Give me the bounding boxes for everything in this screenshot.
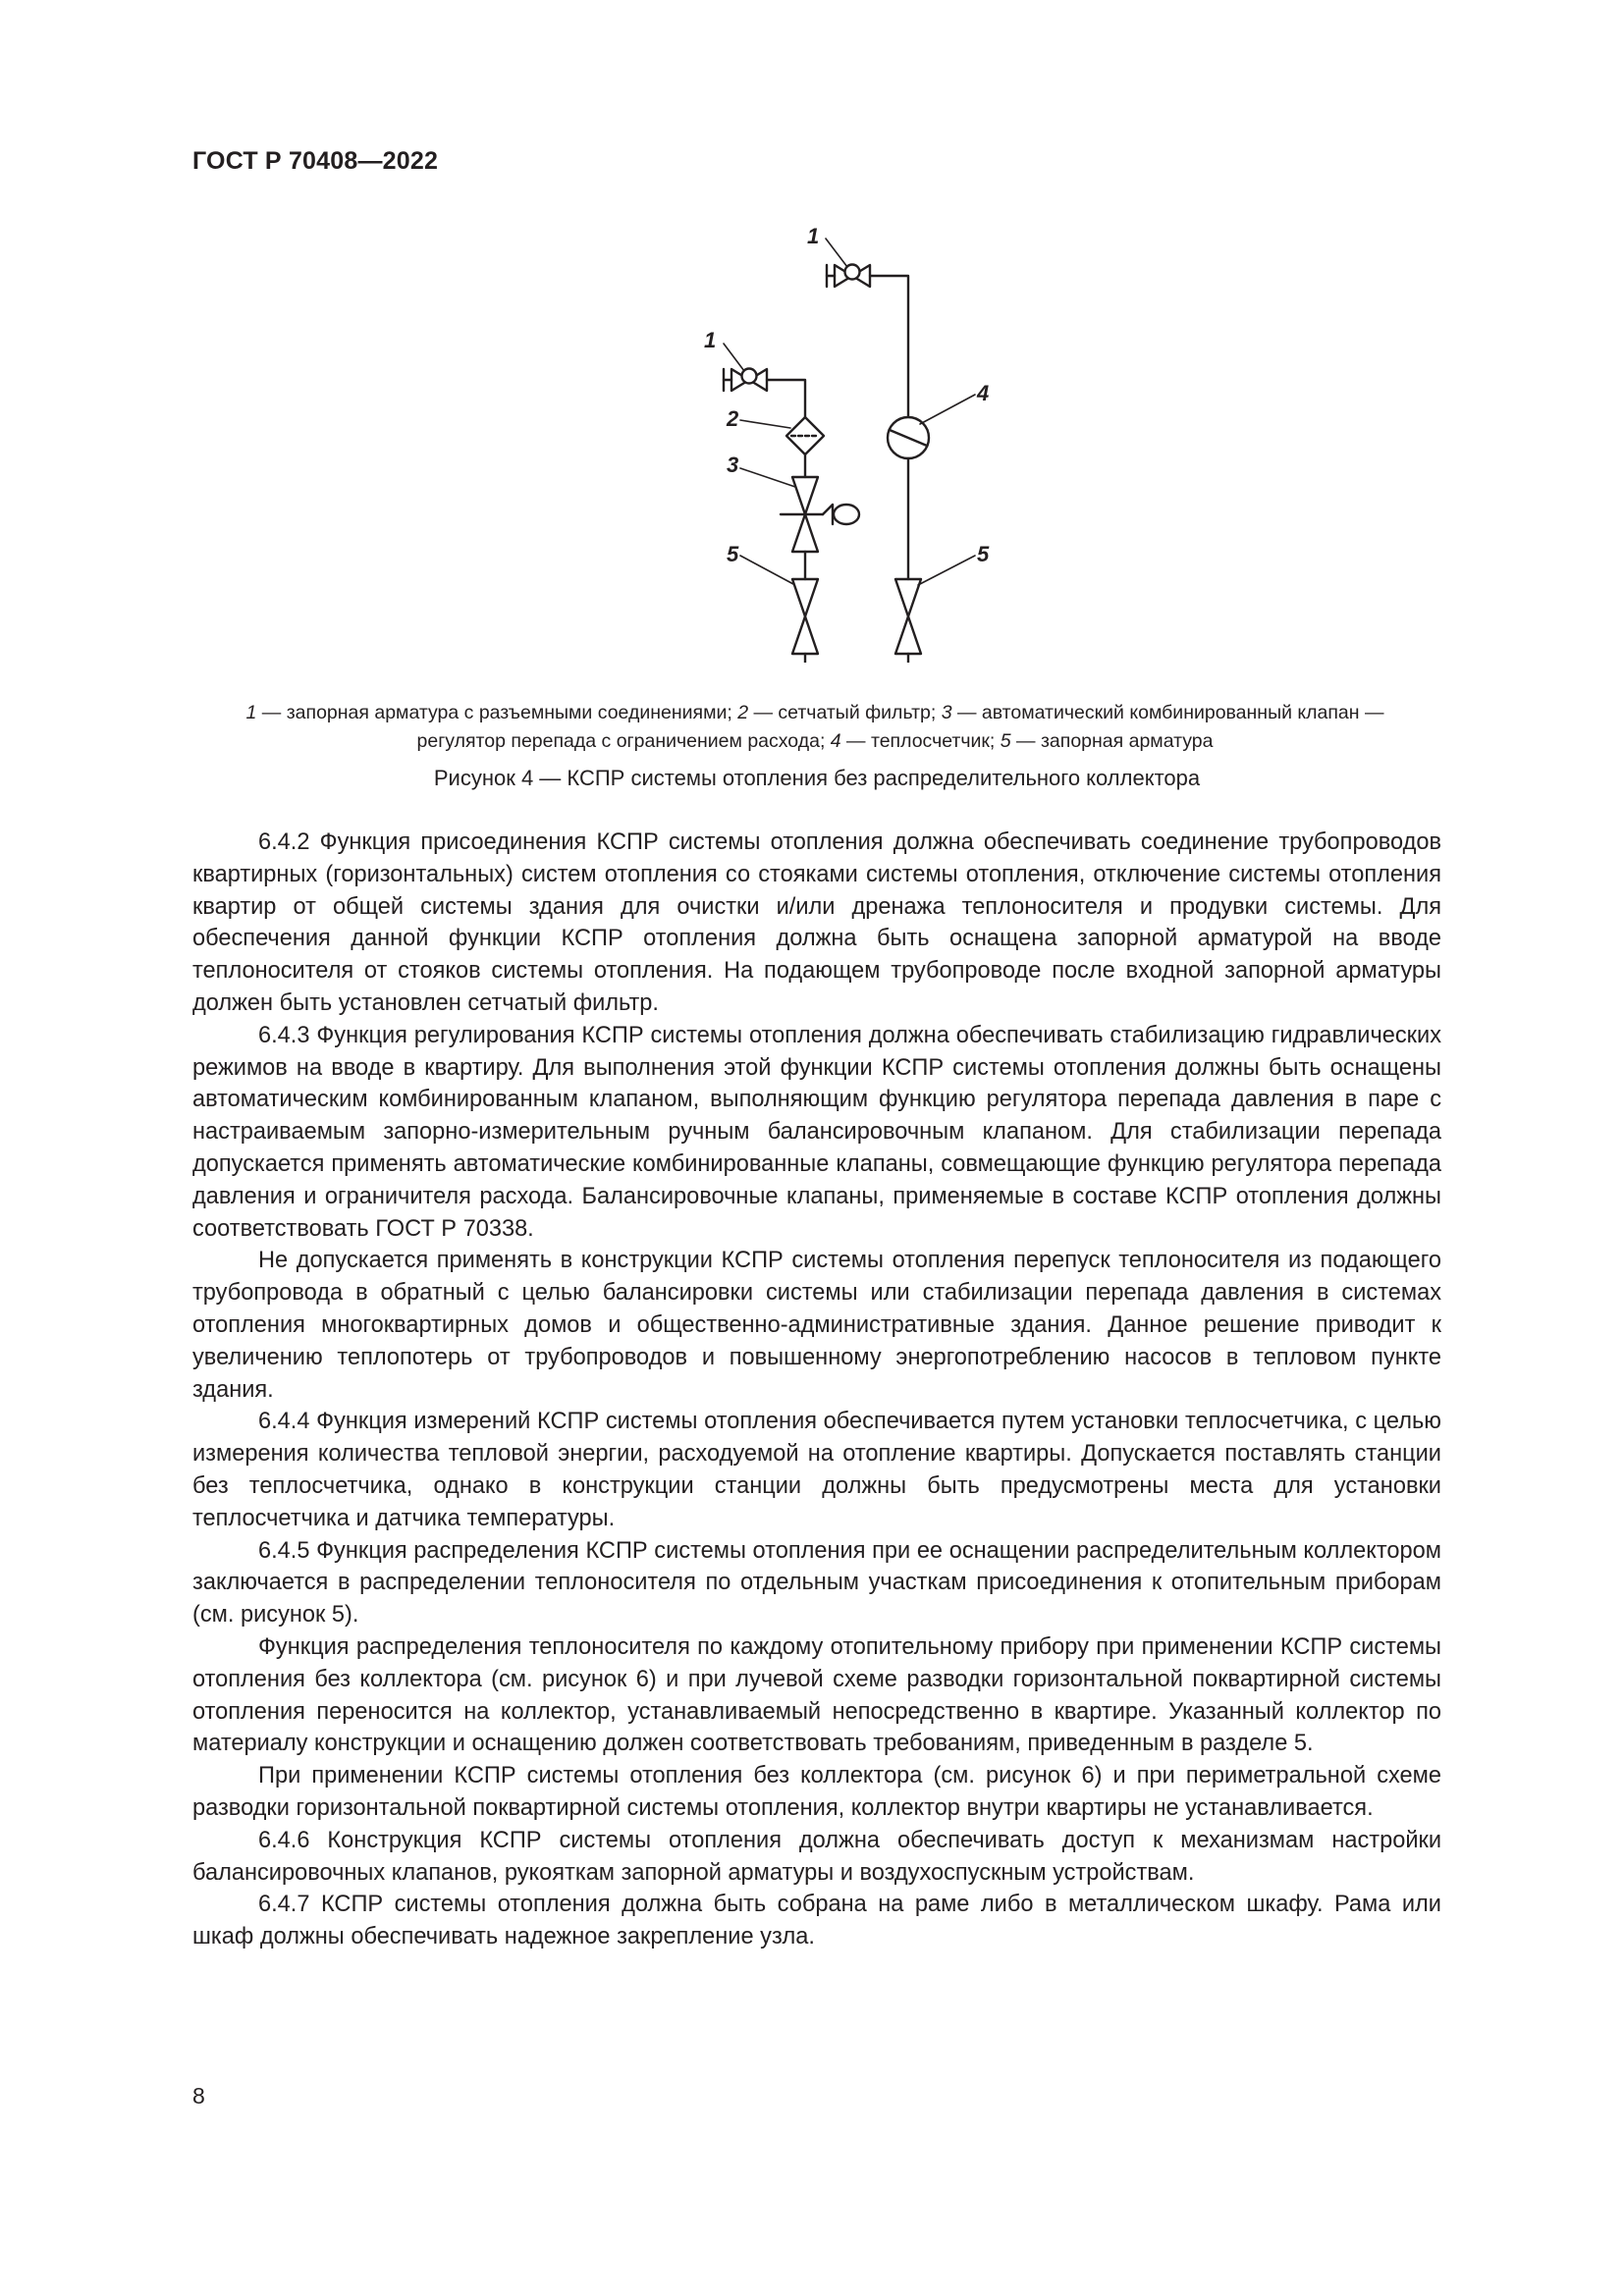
paragraph-6-4-4: 6.4.4 Функция измерений КСПР системы отопления обеспечивается путем установки теплосчетчика, с целью измерения количества тепловой энергии, расходуемой на отопление квартиры. Допускается поставлять станции без теплосчетчика, однако в конструкции станции должны быть предусмотрены места для установки теплосчетчика и датчика температуры. <box>192 1409 1441 1531</box>
strainer-filter-icon <box>786 417 824 477</box>
figure-legend <box>226 699 1404 756</box>
paragraph-6-4-2: 6.4.2 Функция присоединения КСПР системы отопления должна обеспечивать соединение трубопроводов квартирных (горизонтальных) систем отопления со стояками системы отопления, отключение системы отопления квартир от общей системы здания для очистки и/или дренажа теплоносителя и продувки системы. Для обеспечения данной функции КСПР отопления должна быть оснащена запорной арматурой на вводе теплоносителя от стояков системы отопления. На подающем трубопроводе после входной запорной арматуры должен быть установлен сетчатый фильтр. <box>192 829 1441 1016</box>
legend-text-1: — запорная арматура с разъемными соединениями; <box>256 702 738 723</box>
figure-4-schematic <box>687 221 1011 663</box>
page-number: 8 <box>192 2083 205 2109</box>
body-text <box>192 827 1441 1953</box>
paragraph-perimeter-scheme: При применении КСПР системы отопления без коллектора (см. рисунок 6) и при периметральной схеме разводки горизонтальной поквартирной системы отопления, коллектор внутри квартиры не устанавливается. <box>192 1763 1441 1821</box>
legend-text-5: — запорная арматура <box>1010 730 1214 752</box>
schematic-drawing <box>687 221 1011 663</box>
paragraph-6-4-7: 6.4.7 КСПР системы отопления должна быть собрана на раме либо в металлическом шкафу. Рама или шкаф должны обеспечивать надежное закрепление узла. <box>192 1892 1441 1950</box>
figure-title: Рисунок 4 — КСПР системы отопления без распределительного коллектора <box>433 766 1201 790</box>
legend-text-4: — теплосчетчик; <box>840 730 1001 752</box>
legend-text-2: — сетчатый фильтр; <box>748 702 942 723</box>
legend-number-5: 5 <box>1000 730 1011 752</box>
figure-label-2: 2 <box>727 406 739 431</box>
legend-text-3: — автоматический комбинированный клапан — регулятор перепада с ограничением расхода; <box>416 702 1384 752</box>
figure-label-5-left: 5 <box>727 542 739 566</box>
figure-label-1-left: 1 <box>704 328 717 352</box>
combined-regulator-valve-icon <box>781 477 859 579</box>
figure-label-4: 4 <box>977 381 990 405</box>
paragraph-6-4-6: 6.4.6 Конструкция КСПР системы отопления должна обеспечивать доступ к механизмам настройки балансировочных клапанов, рукояткам запорной арматуры и воздухоспускным устройствам. <box>192 1827 1441 1886</box>
shutoff-valve-right-top <box>827 265 908 418</box>
paragraph-distribution-function: Функция распределения теплоносителя по каждому отопительному прибору при применении КСПР системы отопления без коллектора (см. рисунок 6) и при лучевой схеме разводки горизонтальной поквартирной системы отопления переносится на коллектор, устанавливаемый непосредственно в квартире. Указанный коллектор по материалу конструкции и оснащению должен соответствовать требованиям, приведенным в разделе 5. <box>192 1633 1441 1757</box>
leader-lines <box>724 239 975 585</box>
figure-label-1-right: 1 <box>807 224 820 248</box>
heat-meter-icon <box>888 417 929 579</box>
legend-number-2: 2 <box>737 702 749 723</box>
legend-number-3: 3 <box>941 702 952 723</box>
shutoff-valve-right-bottom <box>895 579 921 663</box>
paragraph-6-4-3: 6.4.3 Функция регулирования КСПР системы отопления должна обеспечивать стабилизацию гидравлических режимов на вводе в квартиру. Для выполнения этой функции КСПР системы отопления должны быть оснащены автоматическим комбинированным клапаном, выполняющим функцию регулятора перепада давления в паре с настраиваемым запорно-измерительным ручным балансировочным клапаном. Для стабилизации перепада допускается применять автоматические комбинированные клапаны, совмещающие функцию регулятора перепада давления и ограничителя расхода. Балансировочные клапаны, применяемые в составе КСПР отопления должны соответствовать ГОСТ Р 70338. <box>192 1022 1441 1242</box>
shutoff-valve-left-bottom <box>792 579 818 663</box>
legend-number-4: 4 <box>830 730 841 752</box>
legend-number-1: 1 <box>245 702 257 723</box>
paragraph-6-4-5: 6.4.5 Функция распределения КСПР системы отопления при ее оснащении распределительным коллектором заключается в распределении теплоносителя по отдельным участкам присоединения к отопительным приборам (см. рисунок 5). <box>192 1537 1441 1629</box>
paragraph-bypass-prohibition: Не допускается применять в конструкции КСПР системы отопления перепуск теплоносителя из подающего трубопровода в обратный с целью балансировки системы или стабилизации перепада давления в системах отопления многоквартирных домов и общественно-административные здания. Данное решение приводит к увеличению теплопотерь от трубопроводов и повышенному энергопотреблению насосов в тепловом пункте здания. <box>192 1248 1441 1403</box>
figure-label-5-right: 5 <box>977 542 990 566</box>
document-header: ГОСТ Р 70408—2022 <box>192 147 439 175</box>
figure-label-3: 3 <box>727 453 739 477</box>
